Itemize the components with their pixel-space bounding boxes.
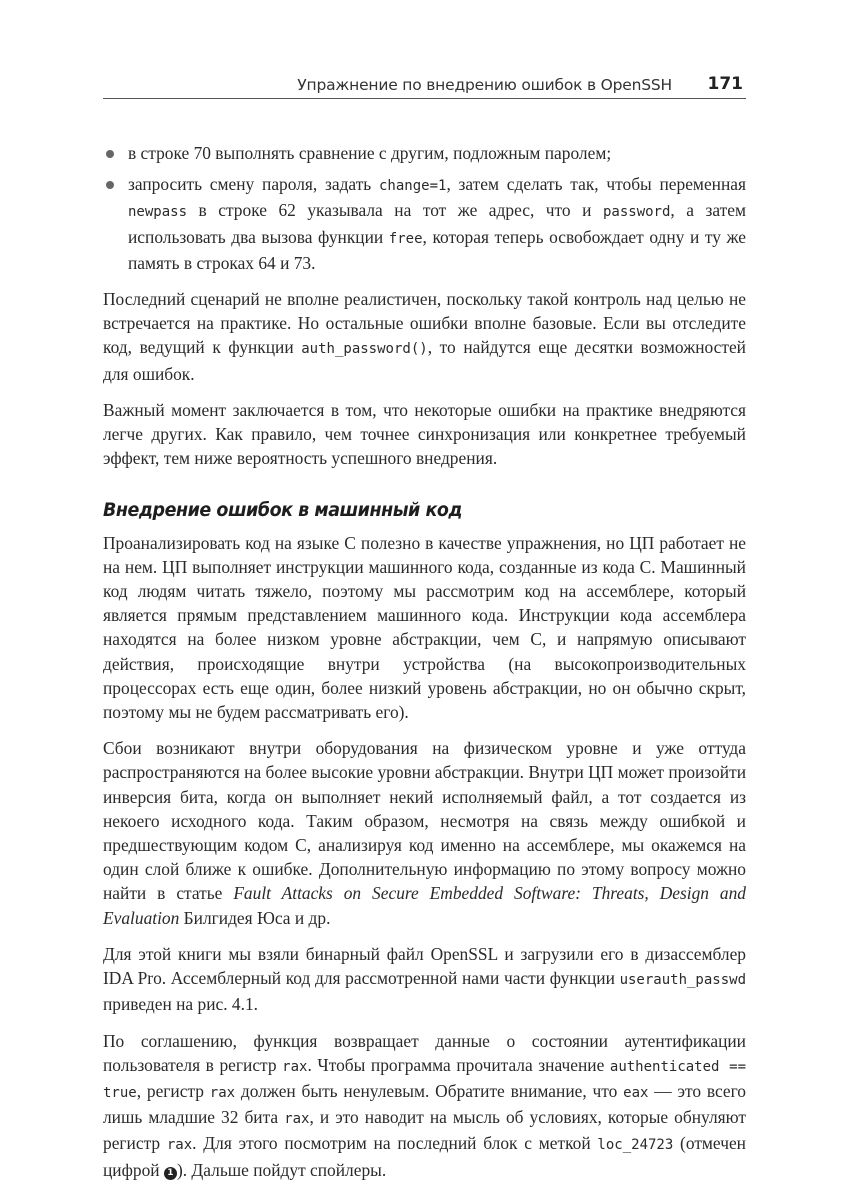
bullet-icon xyxy=(106,150,114,158)
code-inline: free xyxy=(388,230,423,247)
citation-title: Fault Attacks on Secure Embedded Software: Threats, Design and Evaluation xyxy=(103,883,746,928)
running-head xyxy=(103,72,746,99)
body-text xyxy=(103,141,746,1194)
bullet-icon xyxy=(106,181,114,189)
code-inline: loc_24723 xyxy=(597,1137,674,1154)
code-inline: authenticated == true xyxy=(103,1058,746,1101)
paragraph: По соглашению, функция возвращает данные о состоянии аутентификации пользователя в регистр rax. Чтобы программа прочитала значение authenticated == true, регистр rax должен быть ненулевым. Обратите внимание, что eax — это всего лишь младшие 32 бита rax, и это наводит на мысль об условиях, которые обнуляют регистр rax. Для этого посмотрим на последний блок с меткой loc_24723 (отмечен цифрой 1 ). Дальше пойдут спойлеры. xyxy=(103,1030,746,1180)
code-inline: newpass xyxy=(128,204,188,221)
callout-number-icon: 1 xyxy=(164,1167,177,1180)
code-inline: rax xyxy=(284,1111,310,1128)
paragraph: Для этой книги мы взяли бинарный файл OpenSSL и загрузили его в дизассемблер IDA Pro. Ассемблерный код для рассмотренной нами части функции userauth_passwd приведен на рис. 4.1. xyxy=(103,943,746,1015)
bullet-item: в строке 70 выполнять сравнение с другим, подложным паролем; xyxy=(103,141,746,165)
code-inline: rax xyxy=(166,1137,193,1154)
code-inline: userauth_passwd xyxy=(619,972,746,989)
code-inline: auth_password() xyxy=(301,341,428,358)
code-inline: rax xyxy=(282,1058,308,1075)
page-number: 171 xyxy=(707,74,743,94)
section-heading: Внедрение ошибок в машинный код xyxy=(103,499,463,522)
running-head-title: Упражнение по внедрению ошибок в OpenSSH xyxy=(297,76,672,94)
code-inline: change=1 xyxy=(379,178,447,195)
paragraph: Важный момент заключается в том, что некоторые ошибки на практике внедряются легче других. Как правило, чем точнее синхронизация или конкретнее требуемый эффект, тем ниже вероятность успешного внедрения. xyxy=(103,399,746,469)
bullet-list xyxy=(103,141,746,275)
code-inline: eax xyxy=(623,1084,649,1101)
bullet-item: запросить смену пароля, задать change=1, затем сделать так, чтобы переменная newpass в строке 62 указывала на тот же адрес, что и password, а затем использовать два вызова функции free, которая теперь освобождает одну и ту же память в строках 64 и 73. xyxy=(103,172,746,275)
paragraph: Проанализировать код на языке С полезно в качестве упражнения, но ЦП работает не на нем. ЦП выполняет инструкции машинного кода, созданные из кода С. Машинный код людям читать тяжело, поэтому мы рассмотрим код на ассемблере, который является прямым представлением машинного кода. Инструкции кода ассемблера находятся на более низком уровне абстракции, чем С, и напрямую описывают действия, происходящие внутри устройства (на высокопроизводительных процессорах есть еще один, более низкий уровень абстракции, но он обычно скрыт, поэтому мы не будем рассматривать его). xyxy=(103,532,746,723)
paragraph: Сбои возникают внутри оборудования на физическом уровне и уже оттуда распространяются на более высокие уровни абстракции. Внутри ЦП может произойти инверсия бита, когда он выполняет некий исполняемый файл, а тот создается из некоего исходного кода. Таким образом, несмотря на связь между ошибкой и предшествующим кодом С, анализируя код именно на ассемблере, мы окажемся на один слой ближе к ошибке. Дополнительную информацию по этому вопросу можно найти в статье Fault Attacks on Secure Embedded Software: Threats, Design and Evaluation Билгидея Юса и др. xyxy=(103,738,746,928)
code-inline: rax xyxy=(209,1084,236,1101)
paragraph: Последний сценарий не вполне реалистичен, поскольку такой контроль над целью не встречается на практике. Но остальные ошибки вполне базовые. Если вы отследите код, ведущий к функции auth_password(), то найдутся еще десятки возможностей для ошибок. xyxy=(103,289,746,384)
code-inline: password xyxy=(602,204,671,221)
